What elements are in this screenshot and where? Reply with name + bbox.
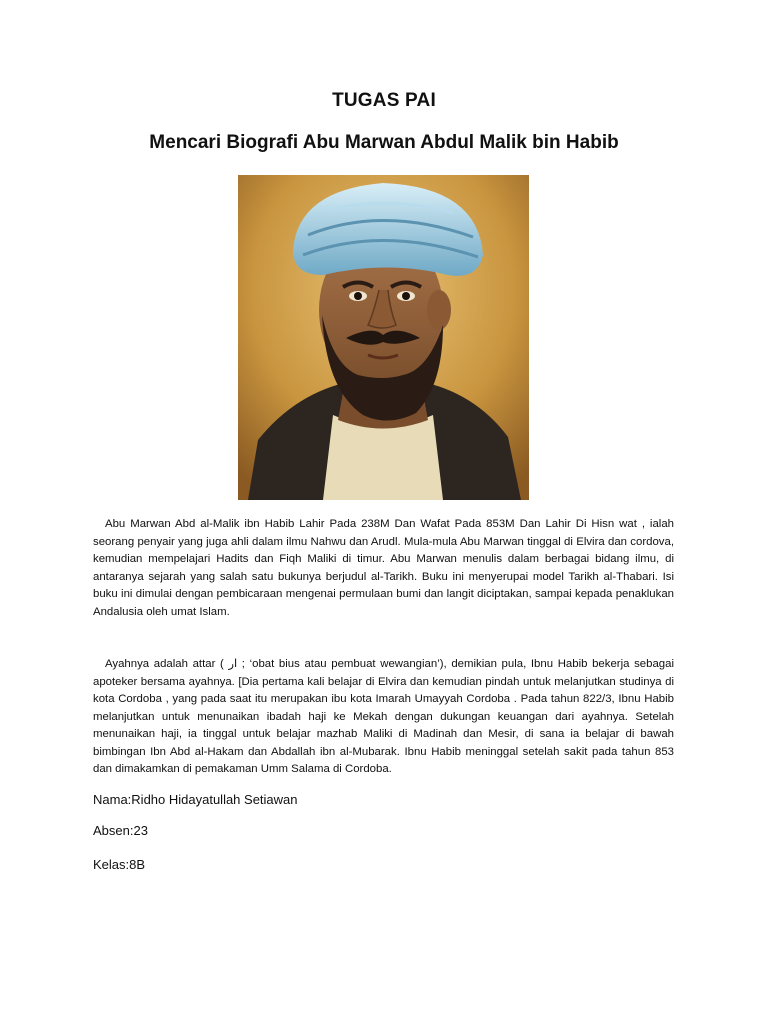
student-absen: Absen:23 xyxy=(93,823,148,838)
biography-paragraph: Ayahnya adalah attar ( ار ; ‘obat bius atau pembuat wewangian’), demikian pula, Ibnu Habib bekerja sebagai apoteker bersama ayahnya. [Dia pertama kali belajar di Elvira dan kemudian pindah untuk melanjutkan studinya di kota Cordoba , yang pada saat itu merupakan ibu kota Imarah Umayyah Cordoba . Pada tahun 822/3, Ibnu Habib melanjutkan untuk menunaikan ibadah haji ke Mekah dengan dukungan keuangan dari ayahnya. Setelah menunaikan haji, ia tinggal untuk belajar mazhab Maliki di Madinah dan Mesir, di sana ia belajar di bawah bimbingan Ibn Abd al-Hakam dan Abdallah ibn al-Mubarak. Ibnu Habib meninggal setelah sakit pada tahun 853 dan dimakamkan di pemakaman Umm Salama di Cordoba. xyxy=(93,658,674,775)
page-subtitle: Mencari Biografi Abu Marwan Abdul Malik bin Habib xyxy=(149,132,619,153)
student-class: Kelas:8B xyxy=(93,857,146,872)
biography-paragraph: Abu Marwan Abd al-Malik ibn Habib Lahir Pada 238M Dan Wafat Pada 853M Dan Lahir Di Hisn wat , ialah seorang penyair yang juga ahli dalam ilmu Nahwu dan Arudl. Mula-mula Abu Marwan tinggal di Elvira dan cordova, kemudian mempelajari Hadits dan Fiqh Maliki di timur. Abu Marwan menulis dalam berbagai bidang ilmu, di antaranya sejarah yang salah satu bukunya berjudul al-Tarikh. Buku ini menyerupai model Tarikh al-Thabari. Isi buku ini dimulai dengan pembicaraan mengenai permulaan bumi dan langit diciptakan, sampai kepada penaklukan Andalusia oleh umat Islam. xyxy=(93,518,674,618)
page-title: TUGAS PAI xyxy=(332,90,436,111)
student-name: Nama:Ridho Hidayatullah Setiawan xyxy=(93,792,298,807)
portrait-image xyxy=(238,175,529,500)
